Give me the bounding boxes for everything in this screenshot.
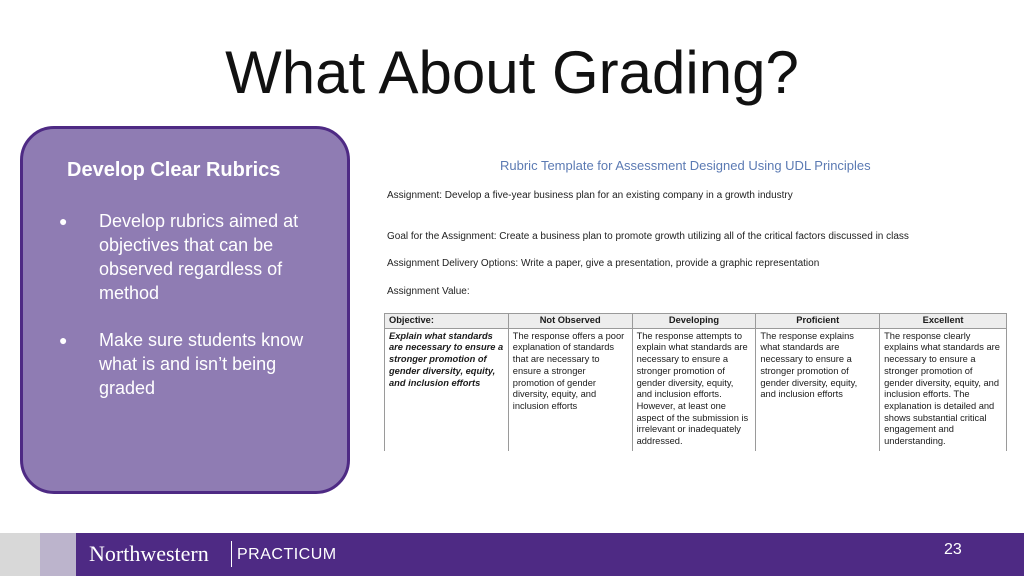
brand-divider — [231, 541, 232, 567]
footer-accent-strip — [0, 533, 40, 576]
rubric-template-image — [382, 150, 1012, 460]
rubric-header-excellent: Excellent — [880, 314, 1007, 329]
card-heading: Develop Clear Rubrics — [67, 159, 281, 181]
rubric-title: Rubric Template for Assessment Designed Using UDL Principles — [500, 158, 871, 173]
rubric-cell-not-observed: The response offers a poor explanation of standards that are necessary to ensure a stronger promotion of gender diversity, equity, and inclusion efforts — [508, 328, 632, 451]
rubric-value: Assignment Value: — [387, 286, 470, 297]
rubric-cell-proficient: The response explains what standards are necessary to ensure a stronger promotion of gender diversity, equity, and inclusion efforts — [756, 328, 880, 451]
page-number: 23 — [944, 541, 962, 558]
brand-subtitle: PRACTICUM — [237, 546, 337, 563]
bullet-dot-icon: ● — [59, 332, 68, 348]
rubric-goal: Goal for the Assignment: Create a business plan to promote growth utilizing all of the critical factors discussed in class — [387, 231, 909, 242]
rubric-cell-developing: The response attempts to explain what standards are necessary to ensure a stronger promotion of gender diversity, equity, and inclusion efforts. However, at least one aspect of the submission is irrelevant or inadequately addressed. — [632, 328, 756, 451]
bullet-text: Make sure students know what is and isn’t being graded — [99, 330, 304, 398]
rubric-table — [384, 313, 1007, 451]
rubric-cell-excellent: The response clearly explains what standards are necessary to ensure a stronger promotion of gender diversity, equity, and inclusion efforts. The explanation is detailed and shows substantial critical engagement and understanding. — [880, 328, 1007, 451]
rubric-assignment: Assignment: Develop a five-year business plan for an existing company in a growth industry — [387, 190, 793, 201]
rubric-header-objective: Objective: — [385, 314, 509, 329]
rubrics-card — [20, 126, 350, 494]
bullet-dot-icon: ● — [59, 213, 68, 229]
rubric-header-row — [385, 314, 1007, 329]
brand-logo: Northwestern — [89, 541, 209, 566]
rubric-header-proficient: Proficient — [756, 314, 880, 329]
slide-title: What About Grading? — [225, 39, 799, 106]
footer-accent-strip — [40, 533, 76, 576]
rubric-header-not-observed: Not Observed — [508, 314, 632, 329]
rubric-row — [385, 328, 1007, 451]
rubric-cell-objective: Explain what standards are necessary to ensure a stronger promotion of gender diversity, equity, and inclusion efforts — [385, 328, 509, 451]
bullet-text: Develop rubrics aimed at objectives that can be observed regardless of method — [99, 211, 299, 303]
rubric-header-developing: Developing — [632, 314, 756, 329]
rubric-delivery: Assignment Delivery Options: Write a paper, give a presentation, provide a graphic representation — [387, 258, 820, 269]
